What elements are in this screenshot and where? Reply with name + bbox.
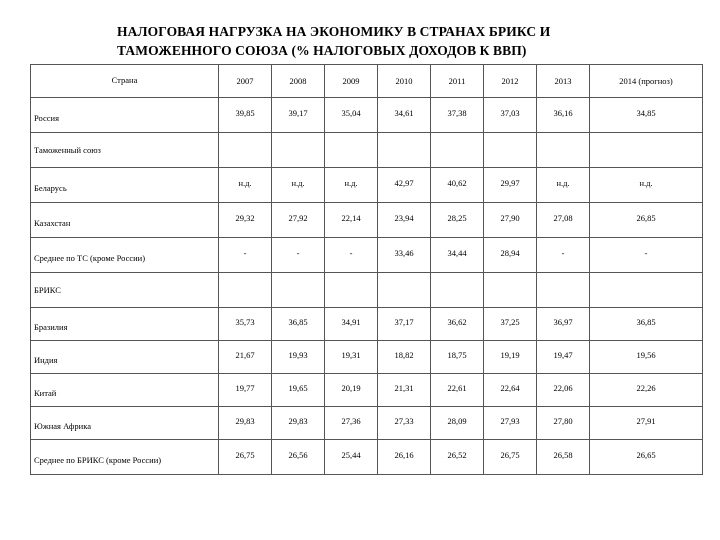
value-cell [325, 374, 378, 407]
year-header-label: 2013 [554, 76, 572, 86]
value-text: 26,52 [447, 450, 467, 460]
value-text: 25,44 [341, 450, 361, 460]
value-text: 18,82 [394, 350, 414, 360]
value-cell [272, 308, 325, 341]
table-row [31, 407, 703, 440]
value-cell [484, 440, 537, 475]
value-text: н.д. [291, 178, 305, 188]
value-text: 28,09 [447, 416, 467, 426]
value-cell [431, 168, 484, 203]
country-header [31, 65, 219, 98]
value-text: 39,17 [288, 108, 308, 118]
value-cell [272, 374, 325, 407]
value-cell [590, 341, 703, 374]
table-row [31, 440, 703, 475]
value-cell [219, 203, 272, 238]
year-header-label: 2008 [289, 76, 307, 86]
value-cell [272, 168, 325, 203]
section-row [31, 273, 703, 308]
value-text: 40,62 [447, 178, 467, 188]
value-text: 39,85 [235, 108, 255, 118]
value-text: 37,25 [500, 317, 520, 327]
empty-cell [431, 273, 484, 308]
value-text: 19,65 [288, 383, 308, 393]
country-name: Беларусь [34, 183, 67, 193]
value-text: 29,32 [235, 213, 255, 223]
section-row [31, 133, 703, 168]
value-text: 27,90 [500, 213, 520, 223]
value-cell [431, 374, 484, 407]
value-text: 29,83 [235, 416, 255, 426]
empty-cell [378, 133, 431, 168]
value-cell [378, 168, 431, 203]
country-cell [31, 440, 219, 475]
empty-cell [590, 133, 703, 168]
value-cell [378, 203, 431, 238]
tax-burden-table [30, 64, 703, 475]
empty-cell [537, 273, 590, 308]
value-cell [431, 98, 484, 133]
value-text: 22,26 [636, 383, 656, 393]
value-text: 37,38 [447, 108, 467, 118]
year-header [219, 65, 272, 98]
value-text: 19,19 [500, 350, 520, 360]
empty-cell [325, 273, 378, 308]
value-text: 27,80 [553, 416, 573, 426]
value-text: 26,75 [500, 450, 520, 460]
country-cell [31, 238, 219, 273]
value-text: 28,25 [447, 213, 467, 223]
value-text: 36,97 [553, 317, 573, 327]
section-cell [31, 273, 219, 308]
value-text: 26,75 [235, 450, 255, 460]
value-text: 22,61 [447, 383, 467, 393]
value-cell [272, 238, 325, 273]
country-cell [31, 374, 219, 407]
value-cell [431, 238, 484, 273]
value-text: - [644, 248, 648, 258]
title-line-2: ТАМОЖЕННОГО СОЮЗА (% НАЛОГОВЫХ ДОХОДОВ К ВВП) [117, 43, 527, 58]
value-cell [219, 168, 272, 203]
value-cell [537, 203, 590, 238]
value-cell [219, 308, 272, 341]
value-text: н.д. [238, 178, 252, 188]
value-text: 19,93 [288, 350, 308, 360]
value-text: 34,85 [636, 108, 656, 118]
value-text: 26,58 [553, 450, 573, 460]
value-text: 20,19 [341, 383, 361, 393]
value-cell [325, 168, 378, 203]
empty-cell [484, 273, 537, 308]
country-name: Южная Африка [34, 421, 91, 431]
table-body [31, 65, 703, 475]
value-cell [431, 308, 484, 341]
empty-cell [272, 133, 325, 168]
value-text: 27,92 [288, 213, 308, 223]
value-text: - [349, 248, 353, 258]
value-text: 27,08 [553, 213, 573, 223]
empty-cell [325, 133, 378, 168]
year-header [431, 65, 484, 98]
value-text: 37,03 [500, 108, 520, 118]
section-label: БРИКС [34, 285, 61, 295]
value-text: 42,97 [394, 178, 414, 188]
value-cell [272, 98, 325, 133]
value-cell [431, 407, 484, 440]
value-text: 34,61 [394, 108, 414, 118]
value-text: 19,31 [341, 350, 361, 360]
year-header-label: 2011 [448, 76, 466, 86]
country-name: Россия [34, 113, 59, 123]
table-header-row [31, 65, 703, 98]
value-text: 19,77 [235, 383, 255, 393]
value-text: 23,94 [394, 213, 414, 223]
value-text: 18,75 [447, 350, 467, 360]
value-cell [431, 440, 484, 475]
year-header-label: 2010 [395, 76, 413, 86]
value-text: 19,47 [553, 350, 573, 360]
value-cell [537, 341, 590, 374]
value-cell [378, 238, 431, 273]
value-cell [378, 308, 431, 341]
value-cell [484, 168, 537, 203]
value-cell [537, 308, 590, 341]
value-cell [272, 440, 325, 475]
value-cell [378, 341, 431, 374]
value-cell [537, 238, 590, 273]
country-header-label: Страна [111, 75, 138, 85]
value-cell [378, 98, 431, 133]
table-row [31, 238, 703, 273]
empty-cell [590, 273, 703, 308]
value-cell [272, 203, 325, 238]
value-text: 27,91 [636, 416, 656, 426]
value-cell [537, 98, 590, 133]
value-cell [484, 238, 537, 273]
value-cell [272, 341, 325, 374]
country-cell [31, 407, 219, 440]
value-cell [431, 341, 484, 374]
value-cell [378, 374, 431, 407]
table-row [31, 308, 703, 341]
empty-cell [272, 273, 325, 308]
country-cell [31, 308, 219, 341]
value-cell [219, 98, 272, 133]
country-name: Среднее по ТС (кроме России) [34, 253, 146, 263]
value-text: 37,17 [394, 317, 414, 327]
value-cell [537, 440, 590, 475]
year-header-label: 2007 [236, 76, 254, 86]
value-text: 36,16 [553, 108, 573, 118]
year-header-label: 2014 (прогноз) [619, 76, 673, 86]
country-cell [31, 168, 219, 203]
value-cell [537, 374, 590, 407]
value-text: 27,36 [341, 416, 361, 426]
value-text: 34,44 [447, 248, 467, 258]
value-cell [325, 98, 378, 133]
value-cell [325, 203, 378, 238]
value-cell [325, 341, 378, 374]
value-cell [325, 440, 378, 475]
value-text: 36,85 [288, 317, 308, 327]
section-cell [31, 133, 219, 168]
value-cell [378, 440, 431, 475]
country-cell [31, 341, 219, 374]
value-text: 34,91 [341, 317, 361, 327]
value-cell [484, 308, 537, 341]
country-cell [31, 203, 219, 238]
empty-cell [378, 273, 431, 308]
value-text: 27,93 [500, 416, 520, 426]
value-cell [537, 168, 590, 203]
year-header [378, 65, 431, 98]
value-cell [484, 341, 537, 374]
value-text: 26,56 [288, 450, 308, 460]
year-header [590, 65, 703, 98]
value-cell [325, 407, 378, 440]
value-text: - [296, 248, 300, 258]
value-text: 29,97 [500, 178, 520, 188]
value-cell [219, 407, 272, 440]
country-name: Бразилия [34, 322, 68, 332]
value-text: 19,56 [636, 350, 656, 360]
value-text: 27,33 [394, 416, 414, 426]
value-text: 26,85 [636, 213, 656, 223]
value-cell [590, 98, 703, 133]
value-cell [484, 98, 537, 133]
table-row [31, 98, 703, 133]
value-cell [590, 374, 703, 407]
value-cell [431, 203, 484, 238]
value-text: 26,16 [394, 450, 414, 460]
value-cell [272, 407, 325, 440]
value-cell [484, 407, 537, 440]
value-text: 29,83 [288, 416, 308, 426]
empty-cell [537, 133, 590, 168]
value-text: н.д. [344, 178, 358, 188]
empty-cell [484, 133, 537, 168]
empty-cell [219, 133, 272, 168]
empty-cell [431, 133, 484, 168]
table-row [31, 341, 703, 374]
value-cell [590, 407, 703, 440]
value-cell [590, 238, 703, 273]
value-text: 35,04 [341, 108, 361, 118]
country-name: Среднее по БРИКС (кроме России) [34, 455, 162, 465]
value-cell [219, 238, 272, 273]
title-line-1: НАЛОГОВАЯ НАГРУЗКА НА ЭКОНОМИКУ В СТРАНАХ БРИКС И [117, 24, 551, 39]
table-row [31, 203, 703, 238]
value-cell [590, 203, 703, 238]
value-text: 35,73 [235, 317, 255, 327]
value-text: - [243, 248, 247, 258]
country-cell [31, 98, 219, 133]
table-row [31, 168, 703, 203]
value-text: 22,14 [341, 213, 361, 223]
empty-cell [219, 273, 272, 308]
value-cell [378, 407, 431, 440]
value-text: 36,85 [636, 317, 656, 327]
year-header-label: 2012 [501, 76, 519, 86]
value-cell [219, 440, 272, 475]
value-cell [325, 238, 378, 273]
value-cell [219, 374, 272, 407]
value-cell [325, 308, 378, 341]
value-cell [484, 374, 537, 407]
value-cell [590, 308, 703, 341]
value-text: 33,46 [394, 248, 414, 258]
country-name: Казахстан [34, 218, 71, 228]
year-header-label: 2009 [342, 76, 360, 86]
value-text: 21,31 [394, 383, 414, 393]
value-cell [219, 341, 272, 374]
year-header [484, 65, 537, 98]
value-text: 26,65 [636, 450, 656, 460]
country-name: Китай [34, 388, 57, 398]
year-header [325, 65, 378, 98]
year-header [272, 65, 325, 98]
value-text: 28,94 [500, 248, 520, 258]
value-cell [484, 203, 537, 238]
value-cell [590, 440, 703, 475]
value-text: - [561, 248, 565, 258]
value-text: н.д. [639, 178, 653, 188]
value-text: 22,06 [553, 383, 573, 393]
year-header [537, 65, 590, 98]
value-text: н.д. [556, 178, 570, 188]
section-label: Таможенный союз [34, 145, 101, 155]
value-cell [590, 168, 703, 203]
page-title [117, 22, 677, 60]
value-cell [537, 407, 590, 440]
value-text: 21,67 [235, 350, 255, 360]
table-row [31, 374, 703, 407]
value-text: 22,64 [500, 383, 520, 393]
value-text: 36,62 [447, 317, 467, 327]
country-name: Индия [34, 355, 58, 365]
